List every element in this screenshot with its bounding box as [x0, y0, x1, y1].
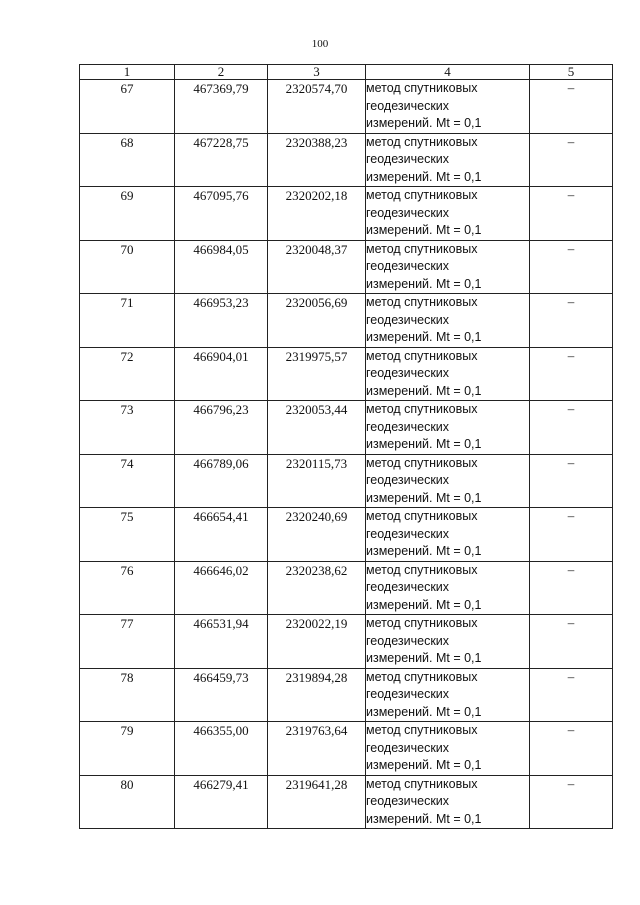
x-coordinate-cell: 466953,23 — [175, 294, 268, 348]
column-header-5: 5 — [530, 65, 613, 80]
y-coordinate-cell: 2320053,44 — [268, 401, 366, 455]
method-line: измерений. Mt = 0,1 — [366, 116, 482, 130]
y-coordinate-cell: 2320574,70 — [268, 80, 366, 134]
method-cell — [366, 133, 530, 187]
method-line: измерений. Mt = 0,1 — [366, 704, 482, 719]
column-header-3: 3 — [268, 65, 366, 80]
table-row — [80, 133, 613, 187]
method-line: геодезических — [366, 259, 450, 273]
x-coordinate-cell: 467095,76 — [175, 187, 268, 241]
x-coordinate-cell: 466279,41 — [175, 775, 268, 829]
page-number: 100 — [311, 38, 329, 50]
point-number-cell: 78 — [80, 668, 175, 722]
method-line: метод спутниковых — [366, 241, 478, 256]
method-line: измерений. Mt = 0,1 — [366, 437, 482, 451]
table-row — [80, 294, 613, 348]
point-number-cell: 67 — [80, 80, 175, 134]
note-cell: – — [530, 187, 613, 241]
point-number-cell: 77 — [80, 615, 175, 669]
table-row — [80, 80, 613, 134]
method-line: метод спутниковых — [366, 295, 478, 309]
method-line: геодезических — [366, 740, 450, 755]
method-cell — [366, 722, 530, 776]
method-line: метод спутниковых — [366, 669, 478, 684]
method-line: геодезических — [366, 152, 450, 166]
method-line: измерений. Mt = 0,1 — [366, 330, 482, 344]
method-line: метод спутниковых — [366, 455, 478, 470]
method-line: метод спутниковых — [366, 134, 478, 149]
note-cell: – — [530, 240, 613, 294]
note-cell: – — [530, 775, 613, 829]
x-coordinate-cell: 466984,05 — [175, 240, 268, 294]
method-line: метод спутниковых — [366, 562, 478, 577]
method-cell — [366, 561, 530, 615]
table-row — [80, 775, 613, 829]
x-coordinate-cell: 466459,73 — [175, 668, 268, 722]
x-coordinate-cell: 466796,23 — [175, 401, 268, 455]
method-line: метод спутниковых — [366, 723, 478, 737]
method-cell — [366, 294, 530, 348]
y-coordinate-cell: 2320202,18 — [268, 187, 366, 241]
column-header-1: 1 — [80, 65, 175, 80]
note-cell: – — [530, 615, 613, 669]
note-cell: – — [530, 668, 613, 722]
method-cell — [366, 668, 530, 722]
point-number-cell: 70 — [80, 240, 175, 294]
method-cell — [366, 80, 530, 134]
method-line: геодезических — [366, 473, 450, 487]
table-row — [80, 561, 613, 615]
y-coordinate-cell: 2320238,62 — [268, 561, 366, 615]
method-line: измерений. Mt = 0,1 — [366, 758, 482, 772]
method-line: измерений. Mt = 0,1 — [366, 544, 482, 558]
note-cell: – — [530, 722, 613, 776]
point-number-cell: 68 — [80, 133, 175, 187]
x-coordinate-cell: 467369,79 — [175, 80, 268, 134]
table-row — [80, 508, 613, 562]
table-row — [80, 615, 613, 669]
point-number-cell: 73 — [80, 401, 175, 455]
table-row — [80, 347, 613, 401]
y-coordinate-cell: 2319894,28 — [268, 668, 366, 722]
x-coordinate-cell: 466531,94 — [175, 615, 268, 669]
point-number-cell: 76 — [80, 561, 175, 615]
method-cell — [366, 508, 530, 562]
y-coordinate-cell: 2319975,57 — [268, 347, 366, 401]
method-line: метод спутниковых — [366, 616, 478, 630]
x-coordinate-cell: 466789,06 — [175, 454, 268, 508]
table-row — [80, 668, 613, 722]
point-number-cell: 79 — [80, 722, 175, 776]
y-coordinate-cell: 2320022,19 — [268, 615, 366, 669]
method-line: метод спутниковых — [366, 402, 478, 416]
method-line: геодезических — [366, 687, 450, 701]
point-number-cell: 69 — [80, 187, 175, 241]
method-line: геодезических — [366, 366, 450, 380]
x-coordinate-cell: 466355,00 — [175, 722, 268, 776]
point-number-cell: 72 — [80, 347, 175, 401]
method-line: метод спутниковых — [366, 348, 478, 363]
method-line: измерений. Mt = 0,1 — [366, 276, 482, 291]
note-cell: – — [530, 133, 613, 187]
method-line: измерений. Mt = 0,1 — [366, 383, 482, 398]
note-cell: – — [530, 294, 613, 348]
table-header — [80, 65, 613, 80]
x-coordinate-cell: 467228,75 — [175, 133, 268, 187]
note-cell: – — [530, 454, 613, 508]
y-coordinate-cell: 2320240,69 — [268, 508, 366, 562]
method-line: геодезических — [366, 526, 450, 541]
table-row — [80, 240, 613, 294]
y-coordinate-cell: 2320115,73 — [268, 454, 366, 508]
method-line: метод спутниковых — [366, 509, 478, 523]
note-cell: – — [530, 80, 613, 134]
method-line: геодезических — [366, 633, 450, 648]
note-cell: – — [530, 561, 613, 615]
column-header-4: 4 — [366, 65, 530, 80]
method-line: геодезических — [366, 312, 450, 327]
y-coordinate-cell: 2320048,37 — [268, 240, 366, 294]
note-cell: – — [530, 347, 613, 401]
note-cell: – — [530, 508, 613, 562]
method-line: измерений. Mt = 0,1 — [366, 597, 482, 612]
note-cell: – — [530, 401, 613, 455]
point-number-cell: 80 — [80, 775, 175, 829]
method-line: метод спутниковых — [366, 81, 478, 95]
x-coordinate-cell: 466904,01 — [175, 347, 268, 401]
table-body — [80, 80, 613, 829]
column-header-2: 2 — [175, 65, 268, 80]
coordinates-table — [79, 64, 613, 829]
method-line: измерений. Mt = 0,1 — [366, 169, 482, 184]
method-line: геодезических — [366, 794, 450, 808]
method-line: метод спутниковых — [366, 188, 478, 202]
method-cell — [366, 454, 530, 508]
point-number-cell: 71 — [80, 294, 175, 348]
method-cell — [366, 347, 530, 401]
method-line: измерений. Mt = 0,1 — [366, 651, 482, 665]
header-row — [80, 65, 613, 80]
method-line: геодезических — [366, 419, 450, 434]
method-line: геодезических — [366, 98, 450, 113]
y-coordinate-cell: 2320056,69 — [268, 294, 366, 348]
method-cell — [366, 775, 530, 829]
method-line: измерений. Mt = 0,1 — [366, 811, 482, 826]
point-number-cell: 75 — [80, 508, 175, 562]
table-row — [80, 454, 613, 508]
table-row — [80, 187, 613, 241]
method-cell — [366, 187, 530, 241]
table-row — [80, 401, 613, 455]
x-coordinate-cell: 466646,02 — [175, 561, 268, 615]
method-cell — [366, 240, 530, 294]
method-line: геодезических — [366, 205, 450, 220]
method-cell — [366, 401, 530, 455]
y-coordinate-cell: 2320388,23 — [268, 133, 366, 187]
x-coordinate-cell: 466654,41 — [175, 508, 268, 562]
method-line: геодезических — [366, 580, 450, 594]
method-line: измерений. Mt = 0,1 — [366, 490, 482, 505]
y-coordinate-cell: 2319763,64 — [268, 722, 366, 776]
method-line: метод спутниковых — [366, 776, 478, 791]
point-number-cell: 74 — [80, 454, 175, 508]
table-row — [80, 722, 613, 776]
method-line: измерений. Mt = 0,1 — [366, 223, 482, 237]
y-coordinate-cell: 2319641,28 — [268, 775, 366, 829]
method-cell — [366, 615, 530, 669]
